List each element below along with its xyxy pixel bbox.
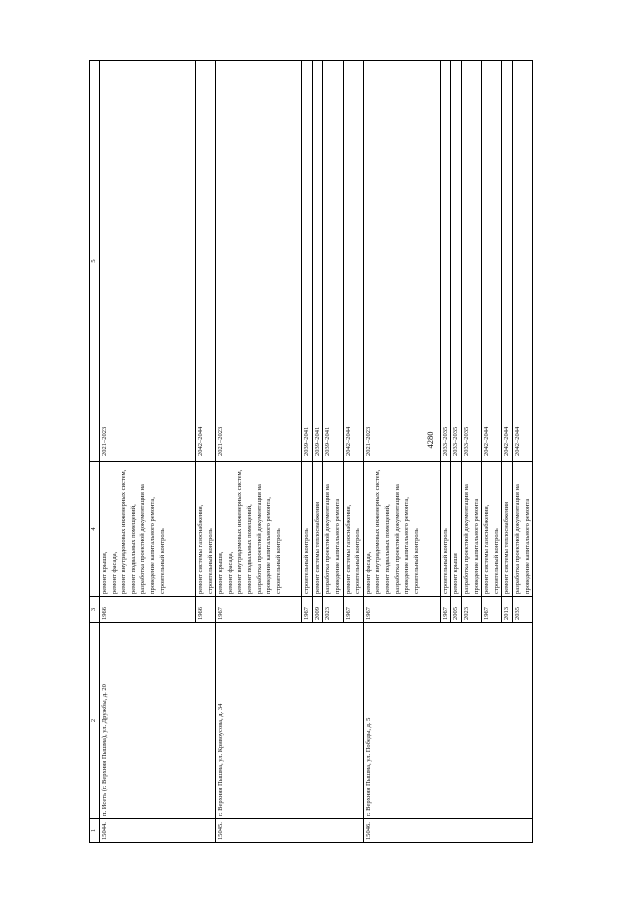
works-list: строительный контроль — [440, 462, 451, 597]
repair-period: 2042–2044 — [196, 61, 216, 462]
repair-period: 2039–2041 — [323, 61, 343, 462]
build-year: 1967 — [216, 597, 302, 623]
entry-address: п. Исеть (г. Верхняя Пышма), ул. Дружбы, д. 20 — [100, 623, 216, 819]
entry-address: г. Верхняя Пышма, ул. Кривоусова, д. 34 — [216, 623, 364, 819]
build-year: 2009 — [312, 597, 323, 623]
header-col-3: 3 — [90, 597, 100, 623]
build-year: 1967 — [440, 597, 451, 623]
page-number: 4280 — [425, 431, 435, 449]
repair-period: 2021–2023 — [363, 61, 440, 462]
table-row — [216, 61, 302, 843]
repair-period: 2039–2041 — [312, 61, 323, 462]
build-year: 2023 — [461, 597, 481, 623]
table-row — [363, 61, 440, 843]
works-list: ремонт системы теплоснабжения — [502, 462, 513, 597]
repair-period: 2033–2035 — [451, 61, 462, 462]
build-year: 1967 — [482, 597, 502, 623]
header-col-2: 2 — [90, 623, 100, 819]
table-row — [100, 61, 196, 843]
repair-period: 2033–2035 — [440, 61, 451, 462]
build-year: 1967 — [302, 597, 313, 623]
build-year: 1966 — [100, 597, 196, 623]
header-row — [90, 61, 100, 843]
build-year: 2005 — [451, 597, 462, 623]
repair-period: 2021–2023 — [100, 61, 196, 462]
works-list: ремонт крыши, ремонт фасада, ремонт внутридомовых инженерных систем, ремонт подвальных помещений, разработка проектной документации на проведение капитального ремонта, строительный контроль — [100, 462, 196, 597]
works-list: ремонт крыши, ремонт фасада, ремонт внутридомовых инженерных систем, ремонт подвальных помещений, разработка проектной документации на проведение капитального ремонта, строительный контроль — [216, 462, 302, 597]
works-list: разработка проектной документации на проведение капитального ремонта — [512, 462, 532, 597]
entry-number: 15046. — [363, 819, 532, 843]
build-year: 2023 — [323, 597, 343, 623]
build-year: 2013 — [502, 597, 513, 623]
build-year: 1966 — [196, 597, 216, 623]
repair-period: 2039–2041 — [302, 61, 313, 462]
works-list: ремонт крыши — [451, 462, 462, 597]
works-list: строительный контроль — [302, 462, 313, 597]
entry-address: г. Верхняя Пышма, ул. Победы, д. 5 — [363, 623, 532, 819]
repair-period: 2042–2044 — [343, 61, 363, 462]
build-year: 1967 — [343, 597, 363, 623]
repair-period: 2042–2044 — [502, 61, 513, 462]
repair-period: 2042–2044 — [482, 61, 502, 462]
works-list: ремонт системы газоснабжения, строительный контроль — [482, 462, 502, 597]
entry-number: 15044. — [100, 819, 216, 843]
repair-period: 2033–2035 — [461, 61, 481, 462]
build-year: 2035 — [512, 597, 532, 623]
works-list: разработка проектной документации на проведение капитального ремонта — [323, 462, 343, 597]
works-list: ремонт системы газоснабжения, строительный контроль — [343, 462, 363, 597]
header-col-1: 1 — [90, 819, 100, 843]
header-col-4: 4 — [90, 462, 100, 597]
header-col-5: 5 — [90, 61, 100, 462]
build-year: 1967 — [363, 597, 440, 623]
repair-period: 2042–2044 — [512, 61, 532, 462]
works-list: разработка проектной документации на проведение капитального ремонта — [461, 462, 481, 597]
works-list: ремонт фасада, ремонт внутридомовых инженерных систем, ремонт подвальных помещений, разработка проектной документации на проведение капитального ремонта, строительный контроль — [363, 462, 440, 597]
works-list: ремонт системы теплоснабжения — [312, 462, 323, 597]
entry-number: 15045. — [216, 819, 364, 843]
repair-schedule-table — [89, 60, 533, 843]
works-list: ремонт системы газоснабжения, строительный контроль — [196, 462, 216, 597]
repair-period: 2021–2023 — [216, 61, 302, 462]
